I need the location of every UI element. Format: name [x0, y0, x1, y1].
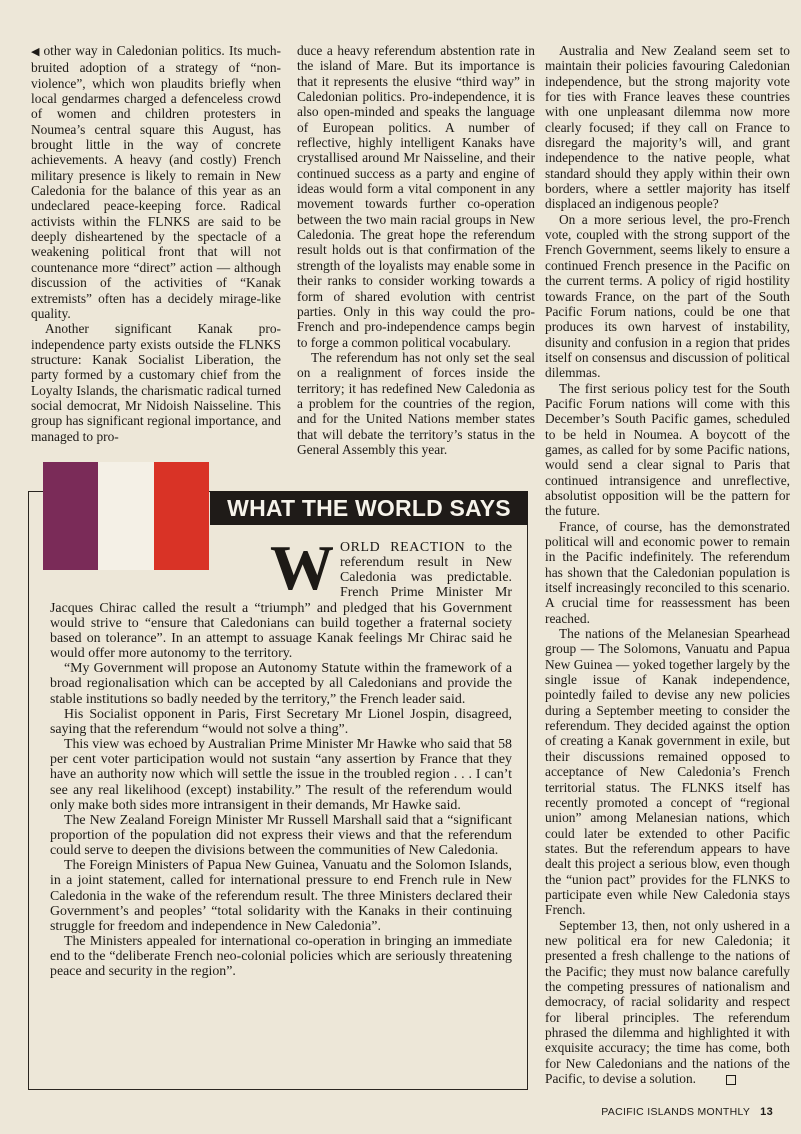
col1-paragraph-2: Another significant Kanak pro-independence party exists outside the FLNKS structure: Kanak Socialist Liberation, the party formed by a customary chief from the Loyalty Islands, the charismatic radical turned social democrat, Mr Nidoish Naisseline. This group has significant regional importance, and managed to pro- — [31, 321, 281, 444]
publication-name: PACIFIC ISLANDS MONTHLY — [601, 1106, 751, 1118]
page-number: 13 — [760, 1106, 773, 1118]
col2-paragraph-1: duce a heavy referendum abstention rate in the island of Mare. But its importance is that it represents the elusive “third way” in Caledonian politics. Pro-independence, it is also open-minded and speaks the language of European politics. A number of reflective, highly intelligent Kanaks have crystallised around Mr Naisseline, and their continued success as a party and engine of ideas would form a vital component in any movement towards further co-operation between the two main racial groups in New Caledonia. The great hope the referendum result holds out is that confirmation of the strength of the loyalists may enable some in their ranks to consider working towards a form of shared evolution with centrist parties. Only in this way could the pro-French and pro-independence camps begin to forge a common political vocabulary. — [297, 43, 535, 350]
col3-paragraph-2: On a more serious level, the pro-French vote, coupled with the strong support of the French Government, seems likely to ensure a continued French presence in the Pacific on the current terms. A policy of rigid hostility towards France, on the part of the South Pacific Forum nations, could be one that produces its own harvest of instability, disunity and confusion in a region that prides itself on consensus and discussion of political dilemmas. — [545, 211, 790, 381]
sidebar-heading: WHAT THE WORLD SAYS — [210, 491, 528, 525]
col3-paragraph-6: September 13, then, not only ushered in a new political era for new Caledonia; it presented a fresh challenge to the nations of the Pacific; they must now balance carefully the competing pressures of nationalism and democracy, of racial solidarity and respect for liberal principles. The referendum phrased the dilemma and highlighted it with exquisite accuracy; the time has come, both for New Caledonians and the nations of the Pacific, to devise a solution. — [545, 917, 790, 1087]
drop-cap: W — [270, 532, 334, 603]
sidebar-paragraph-6: The Foreign Ministers of Papua New Guinea, Vanuatu and the Solomon Islands, in a joint statement, called for international pressure to end French rule in New Caledonia in the wake of the referendum result. The three Ministers declared their Government’s and peoples’ “total solidarity with the Kanaks in their continuing struggle for freedom and independence in New Caledonia”. — [50, 858, 512, 934]
column-1 — [31, 43, 281, 444]
sidebar-paragraph-4: This view was echoed by Australian Prime Minister Mr Hawke who said that 58 per cent voter participation would not sustain “any assertion by France that they have an authority now which will settle the issue in the troubled region . . . I can’t see any real likelihood (except) instability.” The result of the referendum would only make both sides more intransigent in their demands, Mr Hawke said. — [50, 737, 512, 813]
col1-paragraph-1: ◀ other way in Caledonian politics. Its much-bruited adoption of a strategy of “non-violence”, which won plaudits briefly when local gendarmes charged a defenceless crowd of women and children protesters in Noumea’s central square this August, has brought little in the way of concrete achievements. A heavy (and costly) French military presence is likely to remain in New Caledonia for the balance of this year as an undeclared peace-keeping force. Radical activists within the FLNKS are said to be deeply disheartened by the spectacle of a weakening political front that will not countenance more “direct” action — although discussion of the activities of “Kanak extremists” often has a decidely mirage-like quality. — [31, 43, 281, 321]
column-2 — [297, 43, 535, 457]
sidebar-paragraph-3: His Socialist opponent in Paris, First Secretary Mr Lionel Jospin, disagreed, saying that the referendum “would not solve a thing”. — [50, 706, 512, 737]
lead-in-caps: ORLD REACTION — [340, 540, 466, 555]
page-footer — [601, 1106, 773, 1118]
col3-paragraph-3: The first serious policy test for the South Pacific Forum nations will come with this December’s South Pacific games, scheduled to be held in Noumea. A boycott of the games, as called for by some Pacific nations, would send a clear signal to Paris that continued intransigence and unreflective, absolutist opposition will be the pattern for the future. — [545, 380, 790, 519]
continuation-arrow-icon: ◀ — [31, 46, 41, 58]
column-3 — [545, 43, 790, 1086]
col3-paragraph-4: France, of course, has the demonstrated political will and economic power to remain in the Pacific indefinitely. The referendum has shown that the Caledonian population is itself increasingly reconciled to this scenario. A crucial time for reassessment has been reached. — [545, 518, 790, 626]
sidebar-paragraph-5: The New Zealand Foreign Minister Mr Russell Marshall said that a “significant proportion of the population did not express their views and that the referendum could serve to deepen the divisions between the communities of New Caledonia. — [50, 812, 512, 859]
sidebar-body — [50, 532, 512, 980]
col2-paragraph-2: The referendum has not only set the seal on a realignment of forces inside the territory; it has redefined New Caledonia as a problem for the countries of the region, and for the United Nations member states that will debate the territory’s status in the General Assembly this year. — [297, 349, 535, 457]
sidebar-paragraph-2: “My Government will propose an Autonomy Statute within the framework of a broad regionalisation which can be accepted by all Caledonians and provide the stable institutions so badly needed by the territory,” the French leader said. — [50, 661, 512, 707]
sidebar-paragraph-7: The Ministers appealed for international co-operation in bringing an immediate end to the “deliberate French neo-colonial policies which are seriously threatening peace and security in the region”. — [50, 934, 512, 980]
end-mark-icon — [726, 1075, 736, 1085]
col3-paragraph-5: The nations of the Melanesian Spearhead group — The Solomons, Vanuatu and Papua New Guinea — yoked together largely by the single issue of Kanak independence, pointedly failed to devise any new policies during a September meeting to consider the referendum. They decided against the option of creating a Kanak government in exile, but their discussions remained opposed to acceptance of New Caledonia’s French territorial status. The FLNKS itself has recently promoted a concept of “regional union” among Melanesian nations, which could later be extended to other Pacific states. But the referendum appears to have dealt this project a serious blow, even though the “union pact” provides for the FLNKS to participate even while New Caledonia stays French. — [545, 626, 790, 918]
col3-paragraph-1: Australia and New Zealand seem set to maintain their policies favouring Caledonian independence, but the strong majority vote for ties with France leaves these countries with one unpleasant dilemma now more clearly focused; if they call on France to disregard the majority’s will, and grant independence to the native people, what standard should they apply within their own borders, where a settler majority has itself displaced an indigenous people? — [545, 43, 790, 212]
sidebar-paragraph-1: WORLD REACTION to the referendum result in New Caledonia was predictable. French Prime Minister Mr Jacques Chirac called the result a “triumph” and pledged that his Government would strive to “ensure that Caledonians can build together a fraternal society based on tolerance”. In an attempt to assuage Kanak feelings Mr Chirac said he would offer more autonomy to the territory. — [50, 532, 512, 662]
